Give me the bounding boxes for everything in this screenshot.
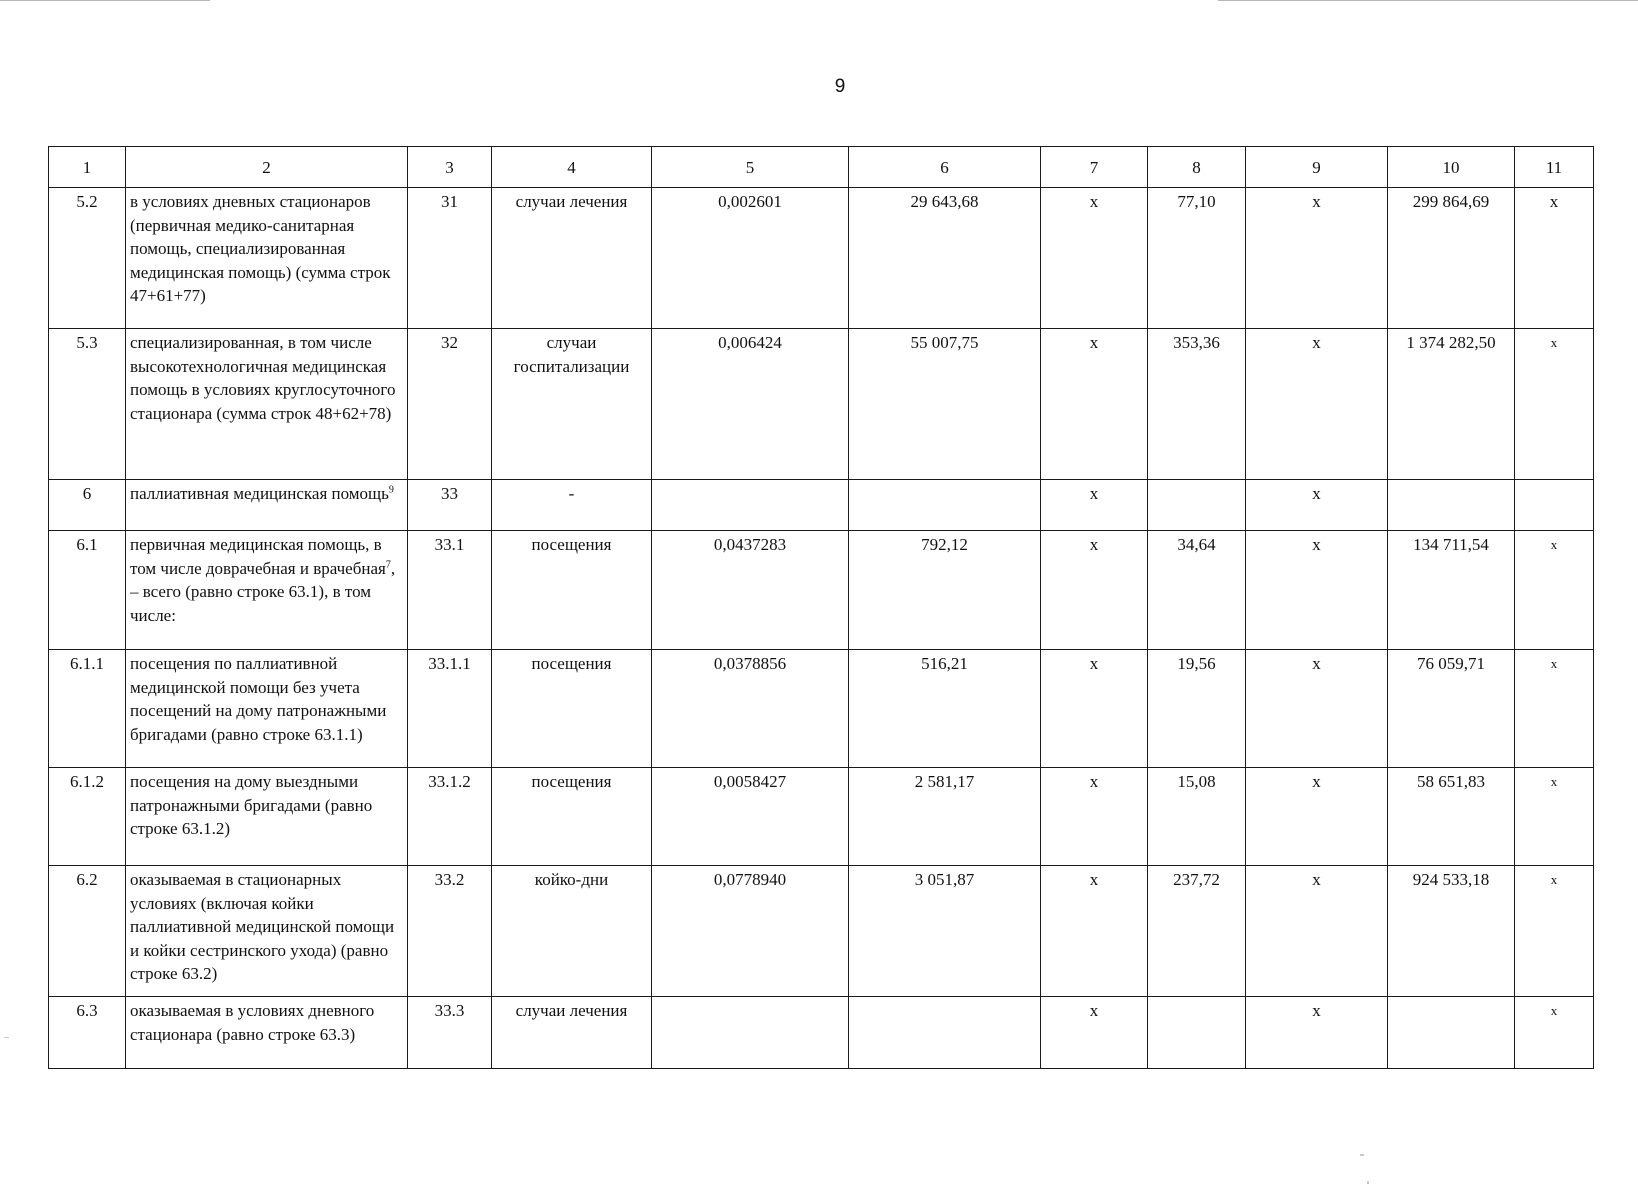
cell-col7: х	[1041, 329, 1148, 480]
table-row	[49, 650, 1594, 768]
cell-col6: 516,21	[849, 650, 1041, 768]
cell-col10: 924 533,18	[1388, 866, 1515, 997]
row-description-tail: , – всего (равно строке 63.1), в том числе:	[130, 558, 396, 625]
scan-edge-line-left	[0, 0, 210, 1]
line-code: 33.1.1	[408, 650, 492, 768]
cell-col6	[849, 480, 1041, 531]
cell-col11: х	[1515, 188, 1594, 329]
line-code: 32	[408, 329, 492, 480]
header-cell: 9	[1246, 147, 1388, 188]
row-description: специализированная, в том числе высокотехнологичная медицинская помощь в условиях круглосуточного стационара (сумма строк 48+62+78)	[126, 329, 408, 480]
table-row	[49, 866, 1594, 997]
table-row	[49, 480, 1594, 531]
scan-speck	[4, 1037, 9, 1038]
cell-col10: 76 059,71	[1388, 650, 1515, 768]
row-description	[126, 531, 408, 650]
cell-col8: 15,08	[1148, 768, 1246, 866]
row-number: 6.1.1	[49, 650, 126, 768]
cell-col8: 34,64	[1148, 531, 1246, 650]
cell-col10	[1388, 480, 1515, 531]
cell-col11: х	[1515, 329, 1594, 480]
cell-col7: х	[1041, 531, 1148, 650]
cell-col8	[1148, 997, 1246, 1069]
table-row	[49, 531, 1594, 650]
unit-cell: посещения	[492, 531, 652, 650]
cell-col9: х	[1246, 531, 1388, 650]
cell-col5	[652, 997, 849, 1069]
cell-col8: 77,10	[1148, 188, 1246, 329]
footnote-mark: 9	[388, 484, 394, 496]
row-description: посещения на дому выездными патронажными бригадами (равно строке 63.1.2)	[126, 768, 408, 866]
unit-cell: койко-дни	[492, 866, 652, 997]
cell-col11: х	[1515, 768, 1594, 866]
cell-col7: х	[1041, 997, 1148, 1069]
row-number: 6.1.2	[49, 768, 126, 866]
cell-col9: х	[1246, 329, 1388, 480]
cell-col5: 0,002601	[652, 188, 849, 329]
cell-col5	[652, 480, 849, 531]
line-code: 33.1	[408, 531, 492, 650]
cell-col5: 0,0378856	[652, 650, 849, 768]
cell-col9: х	[1246, 866, 1388, 997]
cell-col11: х	[1515, 866, 1594, 997]
line-code: 33	[408, 480, 492, 531]
header-cell: 11	[1515, 147, 1594, 188]
row-description-text: первичная медицинская помощь, в том числе доврачебная и врачебная	[130, 535, 386, 578]
table-row	[49, 329, 1594, 480]
cell-col11	[1515, 480, 1594, 531]
line-code: 33.2	[408, 866, 492, 997]
cell-col8: 19,56	[1148, 650, 1246, 768]
cell-col9: х	[1246, 650, 1388, 768]
unit-cell: случаи лечения	[492, 997, 652, 1069]
page-number: 9	[834, 76, 846, 97]
cell-col11: х	[1515, 531, 1594, 650]
table-row	[49, 997, 1594, 1069]
header-cell: 4	[492, 147, 652, 188]
cell-col10	[1388, 997, 1515, 1069]
row-description: в условиях дневных стационаров (первичная медико-санитарная помощь, специализированная медицинская помощь) (сумма строк 47+61+77)	[126, 188, 408, 329]
unit-cell: -	[492, 480, 652, 531]
cell-col6: 2 581,17	[849, 768, 1041, 866]
line-code: 33.3	[408, 997, 492, 1069]
cell-col7: х	[1041, 768, 1148, 866]
row-description: оказываемая в стационарных условиях (включая койки паллиативной медицинской помощи и койки сестринского ухода) (равно строке 63.2)	[126, 866, 408, 997]
cell-col6: 55 007,75	[849, 329, 1041, 480]
cell-col6: 29 643,68	[849, 188, 1041, 329]
cell-col9: х	[1246, 997, 1388, 1069]
header-row	[49, 147, 1594, 188]
cell-col9: х	[1246, 768, 1388, 866]
row-description	[126, 480, 408, 531]
line-code: 31	[408, 188, 492, 329]
cell-col5: 0,0437283	[652, 531, 849, 650]
cell-col11: х	[1515, 997, 1594, 1069]
cell-col7: х	[1041, 480, 1148, 531]
header-cell: 1	[49, 147, 126, 188]
unit-cell: случаи госпитализации	[492, 329, 652, 480]
line-code: 33.1.2	[408, 768, 492, 866]
row-number: 6.1	[49, 531, 126, 650]
cell-col5: 0,006424	[652, 329, 849, 480]
table-row	[49, 768, 1594, 866]
row-description-text: паллиативная медицинская помощь	[130, 484, 389, 503]
header-cell: 10	[1388, 147, 1515, 188]
header-cell: 6	[849, 147, 1041, 188]
unit-cell: случаи лечения	[492, 188, 652, 329]
header-cell: 8	[1148, 147, 1246, 188]
cell-col6: 792,12	[849, 531, 1041, 650]
data-table	[48, 146, 1594, 1069]
cell-col7: х	[1041, 188, 1148, 329]
cell-col10: 134 711,54	[1388, 531, 1515, 650]
row-number: 5.2	[49, 188, 126, 329]
table-row	[49, 188, 1594, 329]
cell-col7: х	[1041, 650, 1148, 768]
cell-col11: х	[1515, 650, 1594, 768]
cell-col6	[849, 997, 1041, 1069]
cell-col5: 0,0058427	[652, 768, 849, 866]
cell-col7: х	[1041, 866, 1148, 997]
row-number: 6	[49, 480, 126, 531]
row-number: 5.3	[49, 329, 126, 480]
header-cell: 5	[652, 147, 849, 188]
cell-col9: х	[1246, 188, 1388, 329]
cell-col8	[1148, 480, 1246, 531]
unit-cell: посещения	[492, 768, 652, 866]
row-number: 6.3	[49, 997, 126, 1069]
cell-col6: 3 051,87	[849, 866, 1041, 997]
row-description: посещения по паллиативной медицинской помощи без учета посещений на дому патронажными бригадами (равно строке 63.1.1)	[126, 650, 408, 768]
cell-col10: 299 864,69	[1388, 188, 1515, 329]
scan-edge-line-right	[1218, 0, 1638, 1]
header-cell: 3	[408, 147, 492, 188]
cell-col5: 0,0778940	[652, 866, 849, 997]
cell-col8: 353,36	[1148, 329, 1246, 480]
footnote-mark: 7	[385, 558, 391, 570]
cell-col8: 237,72	[1148, 866, 1246, 997]
header-cell: 7	[1041, 147, 1148, 188]
cell-col9: х	[1246, 480, 1388, 531]
scan-speck	[1367, 1181, 1369, 1184]
scan-speck	[1360, 1154, 1364, 1156]
header-cell: 2	[126, 147, 408, 188]
cell-col10: 1 374 282,50	[1388, 329, 1515, 480]
unit-cell: посещения	[492, 650, 652, 768]
row-description: оказываемая в условиях дневного стационара (равно строке 63.3)	[126, 997, 408, 1069]
cell-col10: 58 651,83	[1388, 768, 1515, 866]
row-number: 6.2	[49, 866, 126, 997]
